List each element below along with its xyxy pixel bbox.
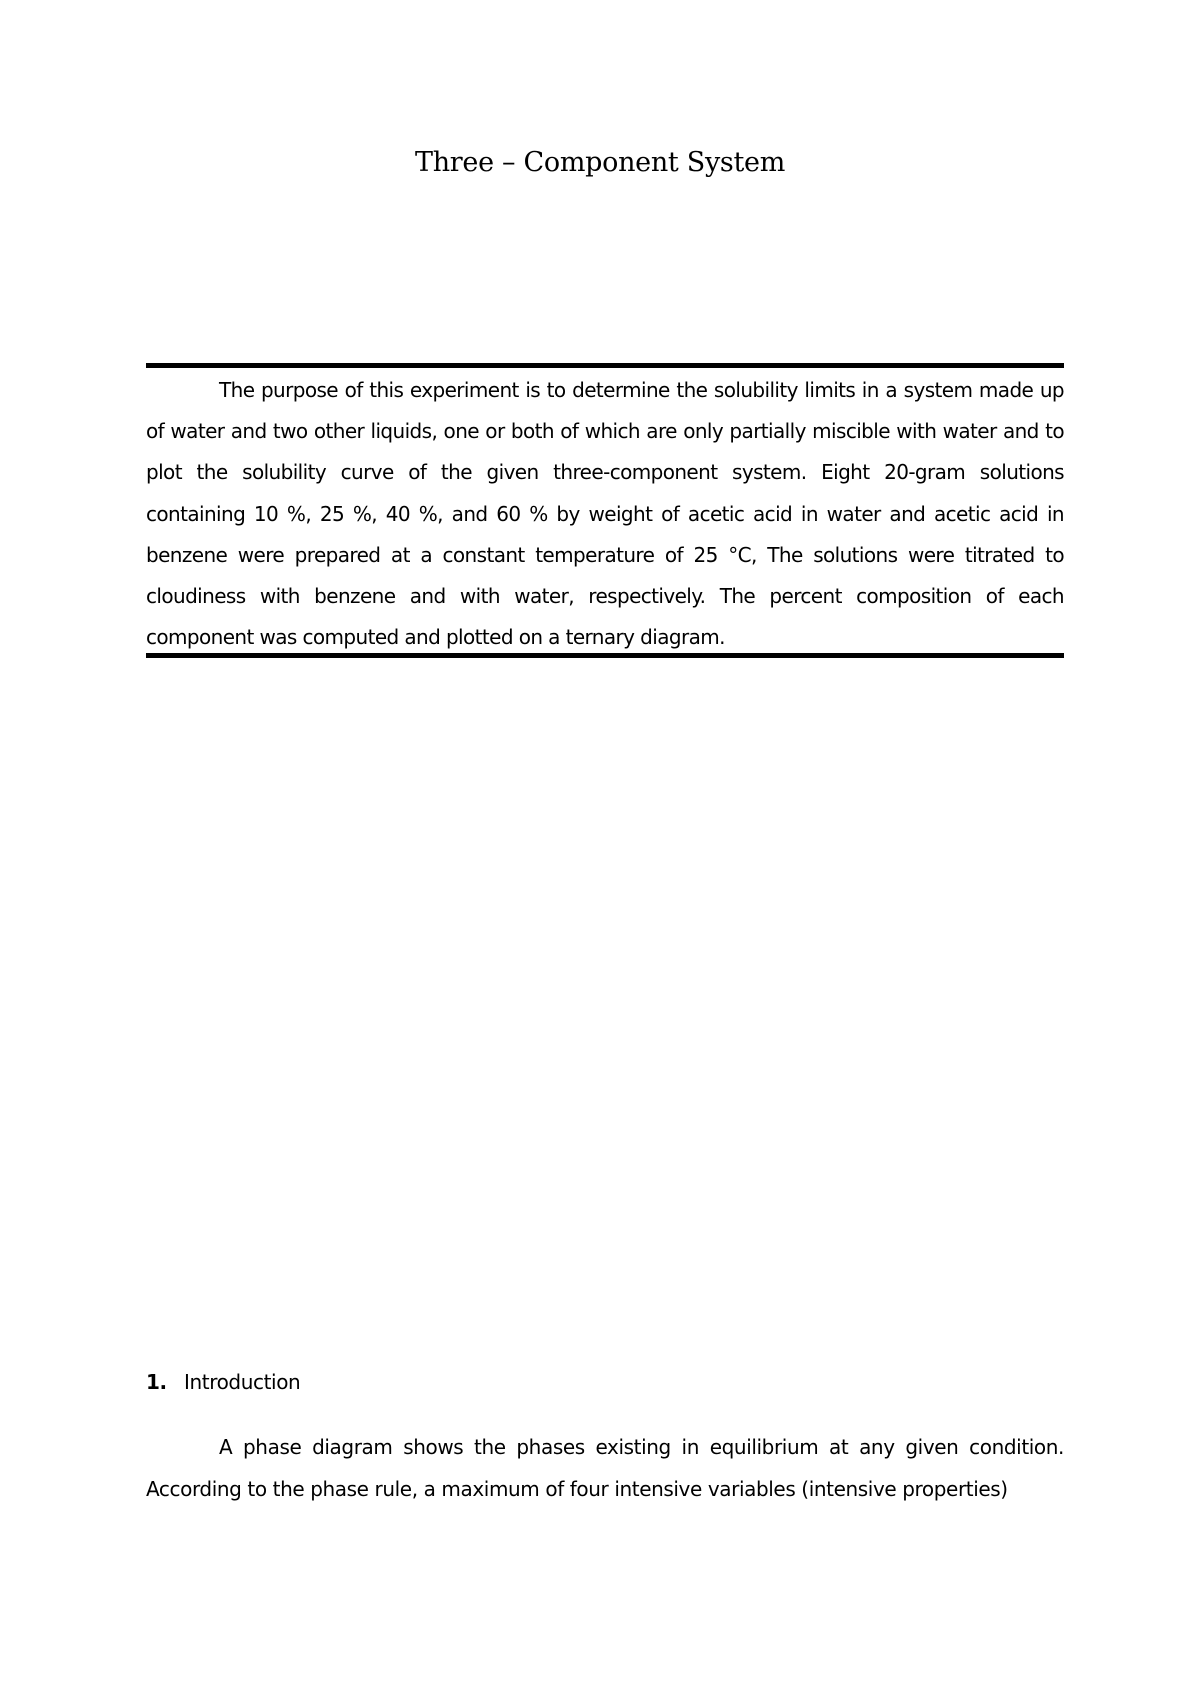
- section-heading: [146, 1370, 300, 1394]
- abstract-bottom-rule: [146, 653, 1064, 658]
- abstract-paragraph: The purpose of this experiment is to determine the solubility limits in a system made up of water and two other liquids, one or both of which are only partially miscible with water and to plot the solubility curve of the given three-component system. Eight 20-gram solutions containing 10 %, 25 %, 40 %, and 60 % by weight of acetic acid in water and acetic acid in benzene were prepared at a constant temperature of 25 °C, The solutions were titrated to cloudiness with benzene and with water, respectively. The percent composition of each component was computed and plotted on a ternary diagram.: [146, 378, 1064, 650]
- document-title: Three – Component System: [414, 147, 785, 178]
- section-title: Introduction: [184, 1370, 301, 1394]
- section-number: 1.: [146, 1370, 167, 1394]
- introduction-paragraph: A phase diagram shows the phases existing in equilibrium at any given condition. According to the phase rule, a maximum of four intensive variables (intensive properties): [146, 1435, 1064, 1501]
- abstract-top-rule: [146, 363, 1064, 368]
